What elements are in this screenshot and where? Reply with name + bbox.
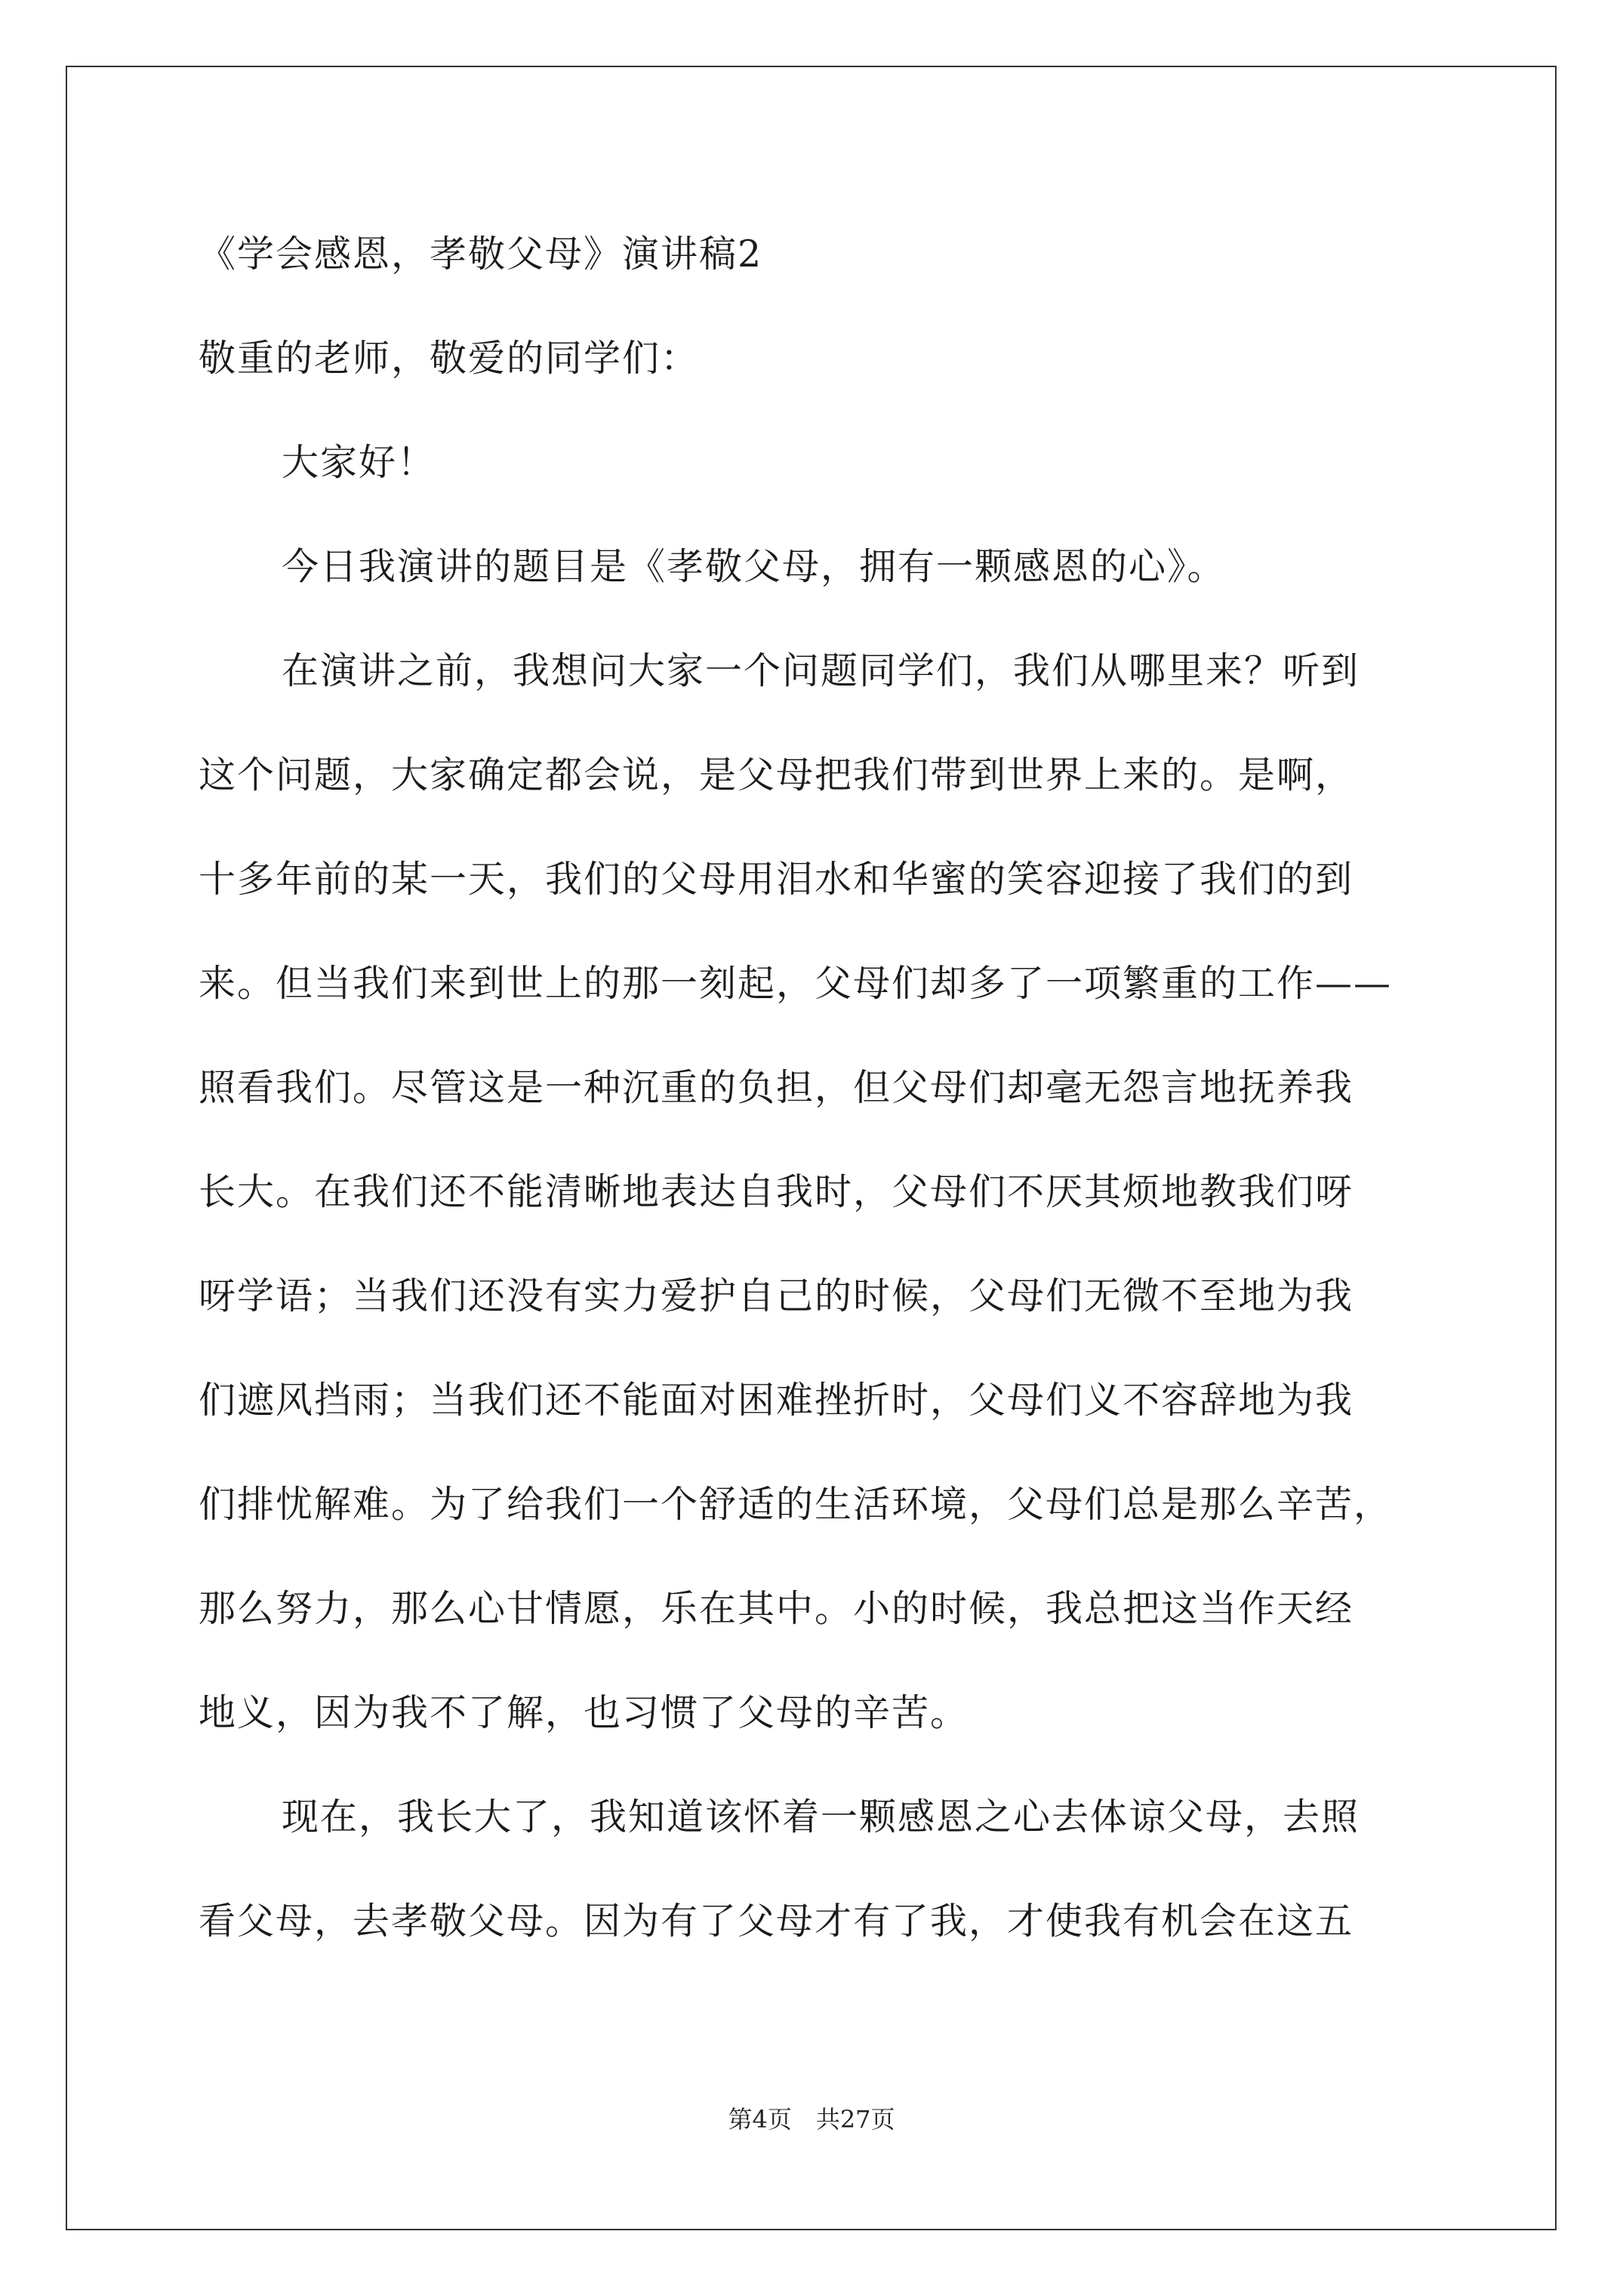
greeting: 大家好！ [282,441,436,484]
document-title: 《学会感恩，孝敬父母》演讲稿2 [199,233,763,276]
paragraph-line: 们遮风挡雨；当我们还不能面对困难挫折时，父母们义不容辞地为我 [199,1379,1354,1422]
paragraph-line: 那么努力，那么心甘情愿，乐在其中。小的时候，我总把这当作天经 [199,1587,1354,1630]
paragraph-line: 地义，因为我不了解，也习惯了父母的辛苦。 [199,1691,969,1734]
paragraph-line: 看父母，去孝敬父母。因为有了父母才有了我，才使我有机会在这五 [199,1900,1354,1943]
paragraph-line: 呀学语；当我们还没有实力爱护自己的时候，父母们无微不至地为我 [199,1274,1354,1318]
paragraph-line: 这个问题，大家确定都会说，是父母把我们带到世界上来的。是啊， [199,754,1354,797]
paragraph-line: 们排忧解难。为了给我们一个舒适的生活环境，父母们总是那么辛苦， [199,1483,1393,1526]
paragraph-line: 来。但当我们来到世上的那一刻起，父母们却多了一项繁重的工作—— [199,962,1393,1005]
paragraph-line: 现在，我长大了，我知道该怀着一颗感恩之心去体谅父母，去照 [282,1795,1360,1838]
paragraph-line: 今日我演讲的题目是《孝敬父母，拥有一颗感恩的心》。 [282,545,1226,588]
paragraph-line: 十多年前的某一天，我们的父母用泪水和华蜜的笑容迎接了我们的到 [199,858,1354,901]
page-number: 第4页 共27页 [728,2105,895,2134]
paragraph-line: 照看我们。尽管这是一种沉重的负担，但父母们却毫无怨言地抚养我 [199,1066,1354,1109]
document-body [199,202,1437,1974]
salutation: 敬重的老师，敬爱的同学们： [199,337,700,380]
paragraph-line: 在演讲之前，我想问大家一个问题同学们，我们从哪里来？听到 [282,649,1360,692]
paragraph-line: 长大。在我们还不能清晰地表达自我时，父母们不厌其烦地教我们呀 [199,1170,1354,1213]
